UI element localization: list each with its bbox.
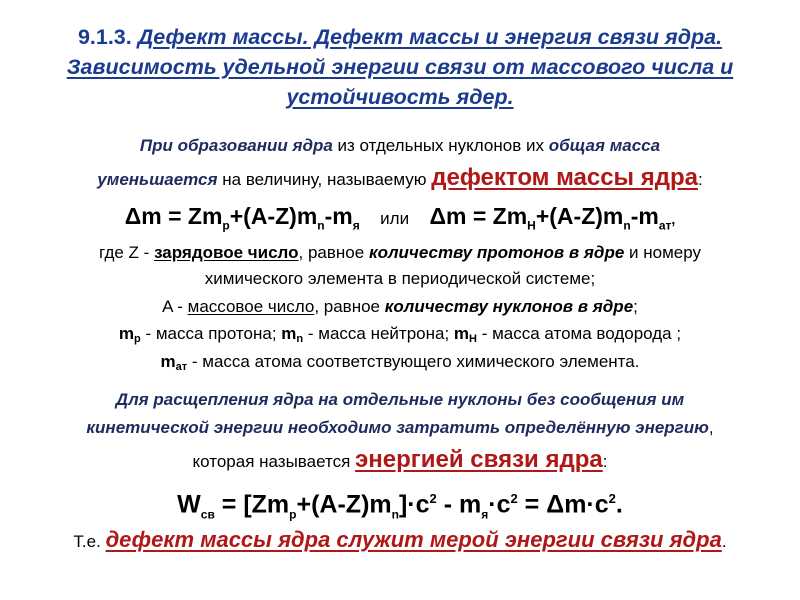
delta-symbol: Δ: [546, 490, 565, 519]
mH-symbol: m: [453, 324, 470, 343]
f2-part: =: [517, 490, 547, 519]
def1-c: , равное: [298, 243, 365, 262]
def-line4: [20, 323, 780, 350]
f2-part: - m: [436, 490, 482, 519]
def1-a: где Z -: [99, 243, 150, 262]
slide-title: [30, 22, 770, 112]
p1-phrase-d: уменьшается: [97, 170, 218, 189]
f1-sub: n: [623, 218, 631, 233]
p2-l3-a: которая называется: [192, 452, 351, 471]
def1-e: и номеру: [629, 243, 701, 262]
f1-part: -m: [324, 203, 353, 229]
f2-part: W: [177, 490, 201, 519]
delta-symbol: Δ: [429, 203, 446, 229]
f1-part: m = Zm: [141, 203, 223, 229]
f2-sub: св: [200, 507, 215, 522]
p1-phrase-a: При образовании ядра: [139, 136, 333, 155]
f2-part: .: [615, 490, 623, 519]
p2-line3: [20, 446, 780, 473]
f2-part: +(A-Z)m: [296, 490, 392, 519]
binding-energy-formula: [20, 483, 780, 530]
f2-sup: 2: [429, 491, 437, 506]
f2-part: ·c: [488, 490, 511, 519]
f2-sup: 2: [510, 491, 518, 506]
f1-part: +(A-Z)m: [229, 203, 318, 229]
def3-a: A -: [162, 297, 183, 316]
conclusion-prefix: Т.е.: [73, 532, 101, 551]
mn-sub: n: [296, 333, 304, 345]
mp-text: - масса протона;: [140, 324, 277, 343]
f2-part: = [Zm: [214, 490, 290, 519]
def-line5: [20, 351, 780, 378]
section-number: 9.1.3.: [77, 25, 132, 49]
def-line2: [20, 268, 780, 290]
charge-number-term: зарядовое число: [154, 243, 299, 262]
mat-sub: ат: [175, 361, 188, 373]
p1-phrase-e: на величину, называемую: [222, 170, 427, 189]
f2-sub: n: [391, 507, 399, 522]
f1-sub: ат: [658, 218, 672, 233]
title-text: Дефект массы. Дефект массы и энергия связи ядра. Зависимость удельной энергии связи от массового числа и устойчивость ядер.: [66, 25, 734, 109]
def-line3: [20, 296, 780, 318]
f2-part: ]·c: [398, 490, 430, 519]
p2-l2: кинетической энергии необходимо затратить определённую энергию: [86, 418, 709, 437]
def3-e: ;: [633, 297, 638, 316]
mp-sub: р: [134, 333, 141, 345]
mass-number-term: массовое число: [187, 297, 315, 316]
f1-sub: n: [317, 218, 325, 233]
p1-phrase-c: общая масса: [548, 136, 661, 155]
mp-symbol: m: [118, 324, 135, 343]
f2-sup: 2: [608, 491, 616, 506]
f1-sub: p: [222, 218, 230, 233]
f1-sub: я: [352, 218, 360, 233]
def2-text: химического элемента в периодической системе;: [204, 269, 596, 288]
f2-sub: я: [481, 507, 489, 522]
p2-l3-colon: :: [602, 452, 608, 471]
mass-defect-term: дефектом массы ядра: [431, 164, 698, 191]
p2-line1: [20, 389, 780, 411]
def3-c: , равное: [314, 297, 381, 316]
mn-symbol: m: [281, 324, 297, 343]
or-word: или: [380, 209, 410, 228]
conclusion-line: [20, 526, 780, 556]
delta-symbol: Δ: [124, 203, 142, 229]
binding-energy-term: энергией связи ядра: [355, 446, 603, 473]
p1-line1: [20, 135, 780, 157]
p2-line2: [20, 417, 780, 439]
p1-phrase-b: из отдельных нуклонов их: [337, 136, 544, 155]
f1-part: +(A-Z)m: [535, 203, 624, 229]
f1-part: ,: [671, 211, 676, 227]
f2-part: m·c: [564, 490, 609, 519]
p1-line2: [20, 164, 780, 191]
conclusion-text: дефект массы ядра служит мерой энергии связи ядра: [105, 527, 722, 552]
def1-d: количеству протонов в ядре: [368, 243, 625, 262]
f1-part: m = Zm: [446, 203, 528, 229]
mn-text: - масса нейтрона;: [303, 324, 450, 343]
mat-symbol: m: [160, 352, 176, 371]
def-line1: [20, 242, 780, 264]
f1-part: -m: [630, 203, 659, 229]
mH-text: - масса атома водорода ;: [477, 324, 682, 343]
mass-defect-formula: [20, 201, 780, 241]
p1-colon: :: [697, 170, 703, 189]
def3-d: количеству нуклонов в ядре: [384, 297, 634, 316]
p2-l2-tail: ,: [708, 418, 714, 437]
mat-text: - масса атома соответствующего химического элемента.: [187, 352, 640, 371]
f1-sub: H: [527, 218, 536, 233]
mH-sub: H: [469, 333, 477, 345]
f2-sub: р: [289, 507, 297, 522]
p2-l1: Для расщепления ядра на отдельные нуклоны без сообщения им: [115, 390, 685, 409]
conclusion-period: .: [721, 532, 727, 551]
